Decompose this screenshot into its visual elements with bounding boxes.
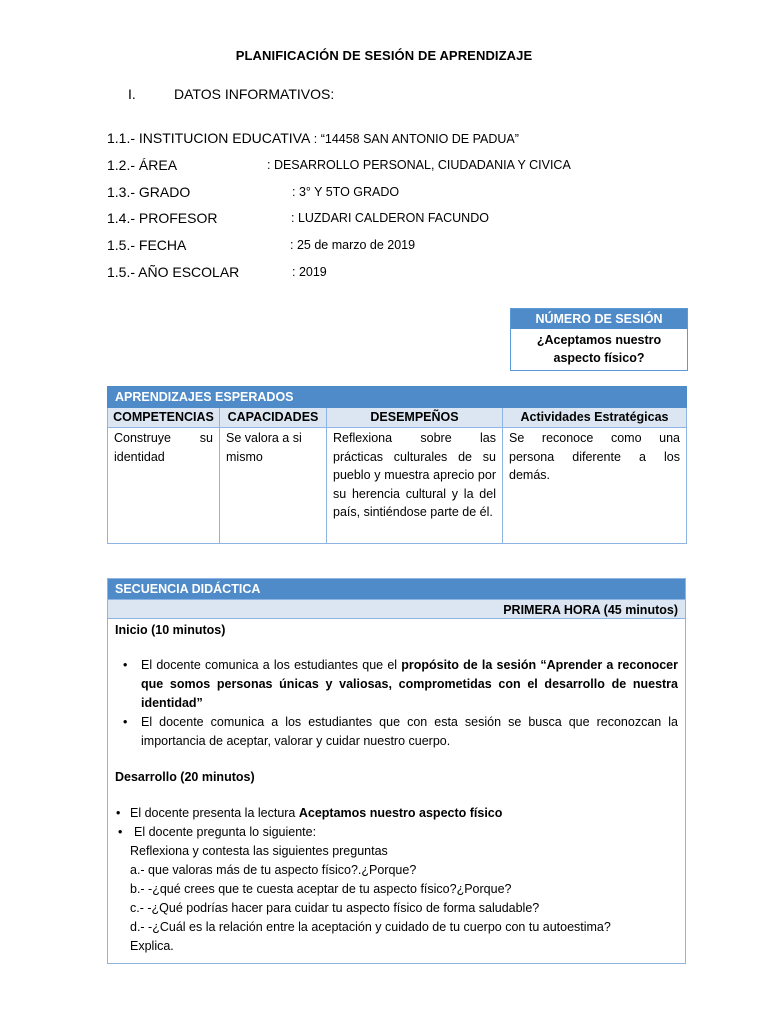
list-item <box>115 823 678 842</box>
list-item <box>115 656 678 713</box>
anio-value: : 2019 <box>292 265 327 279</box>
session-title-line2: aspecto físico? <box>553 351 645 365</box>
reflexiona-text: Reflexiona y contesta las siguientes preguntas <box>130 844 388 858</box>
section-heading <box>128 86 334 102</box>
column-header: CAPACIDADES <box>220 408 327 428</box>
list-item <box>115 713 678 751</box>
section-label: DATOS INFORMATIVOS: <box>174 86 335 102</box>
session-box <box>510 308 688 371</box>
desempeno-cell: Reflexiona sobre las prácticas culturales de su pueblo y muestra aprecio por su herencia cultural y la del país, sintiéndose parte de él. <box>327 428 503 544</box>
table-row <box>108 428 687 544</box>
inicio-item-text: El docente comunica a los estudiantes que el <box>141 658 402 672</box>
grado-label: 1.3.- GRADO <box>107 184 191 200</box>
secuencia-header: SECUENCIA DIDÁCTICA <box>108 579 685 599</box>
competencia-cell: Construye su identidad <box>108 428 220 544</box>
bullet-icon: • <box>116 806 121 820</box>
profesor-label: 1.4.- PROFESOR <box>107 210 218 226</box>
question-c: c.- -¿Qué podrías hacer para cuidar tu aspecto físico de forma saludable? <box>130 901 540 915</box>
info-area <box>107 157 571 173</box>
questions-block <box>115 842 678 956</box>
info-grado <box>107 184 400 200</box>
info-fecha <box>107 237 416 253</box>
list-item <box>115 804 678 823</box>
aprendizajes-columns-row <box>108 408 687 428</box>
area-label: 1.2.- ÁREA <box>107 157 178 173</box>
column-header: DESEMPEÑOS <box>327 408 503 428</box>
grado-value: : 3° Y 5TO GRADO <box>292 185 400 199</box>
question-b: b.- -¿qué crees que te cuesta aceptar de tu aspecto físico?¿Porque? <box>130 882 512 896</box>
institucion-value: : “14458 SAN ANTONIO DE PADUA” <box>310 132 519 146</box>
inicio-item-text: El docente comunica a los estudiantes que con esta sesión se busca que reconozcan la importancia de aceptar, valorar y cuidar nuestro cuerpo. <box>141 715 678 748</box>
secuencia-table <box>107 578 686 964</box>
column-header: Actividades Estratégicas <box>503 408 687 428</box>
bullet-icon: • <box>123 715 128 729</box>
hora-row: PRIMERA HORA (45 minutos) <box>108 599 685 619</box>
question-d: d.- -¿Cuál es la relación entre la aceptación y cuidado de tu cuerpo con tu autoestima? <box>130 920 611 934</box>
session-header: NÚMERO DE SESIÓN <box>511 309 687 329</box>
inicio-heading: Inicio (10 minutos) <box>115 623 226 637</box>
lectura-title: Aceptamos nuestro aspecto físico <box>298 806 503 820</box>
info-anio <box>107 264 327 280</box>
proposito-text: propósito de la sesión “Aprender a reconocer que somos personas únicas y valiosas, comprometidas con el desarrollo de nuestra identidad” <box>141 658 679 710</box>
actividad-cell: Se reconoce como una persona diferente a los demás. <box>503 428 687 544</box>
session-title <box>511 329 687 370</box>
institucion-label: 1.1.- INSTITUCION EDUCATIVA <box>107 130 311 146</box>
fecha-label: 1.5.- FECHA <box>107 237 187 253</box>
area-value: : DESARROLLO PERSONAL, CIUDADANIA Y CIVICA <box>267 158 571 172</box>
aprendizajes-table <box>107 386 687 544</box>
column-header: COMPETENCIAS <box>108 408 220 428</box>
bullet-icon: • <box>118 825 123 839</box>
info-institucion <box>107 130 519 146</box>
bullet-icon: • <box>123 658 128 672</box>
inicio-list <box>115 656 678 751</box>
aprendizajes-header: APRENDIZAJES ESPERADOS <box>108 387 687 408</box>
desarrollo-item-text: El docente pregunta lo siguiente: <box>134 825 317 839</box>
anio-label: 1.5.- AÑO ESCOLAR <box>107 264 240 280</box>
desarrollo-heading: Desarrollo (20 minutos) <box>115 770 255 784</box>
info-profesor <box>107 210 489 226</box>
page-title: PLANIFICACIÓN DE SESIÓN DE APRENDIZAJE <box>235 48 533 63</box>
question-a: a.- que valoras más de tu aspecto físico?.¿Porque? <box>130 863 417 877</box>
aprendizajes-header-row <box>108 387 687 408</box>
fecha-value: : 25 de marzo de 2019 <box>290 238 416 252</box>
session-title-line1: ¿Aceptamos nuestro <box>536 333 662 347</box>
profesor-value: : LUZDARI CALDERON FACUNDO <box>291 211 489 225</box>
question-d-continuation: Explica. <box>130 939 174 953</box>
capacidad-cell: Se valora a si mismo <box>220 428 327 544</box>
desarrollo-item-text: El docente presenta la lectura <box>130 806 299 820</box>
section-number: I. <box>128 86 136 102</box>
secuencia-content <box>108 619 685 963</box>
desarrollo-list <box>115 804 678 842</box>
